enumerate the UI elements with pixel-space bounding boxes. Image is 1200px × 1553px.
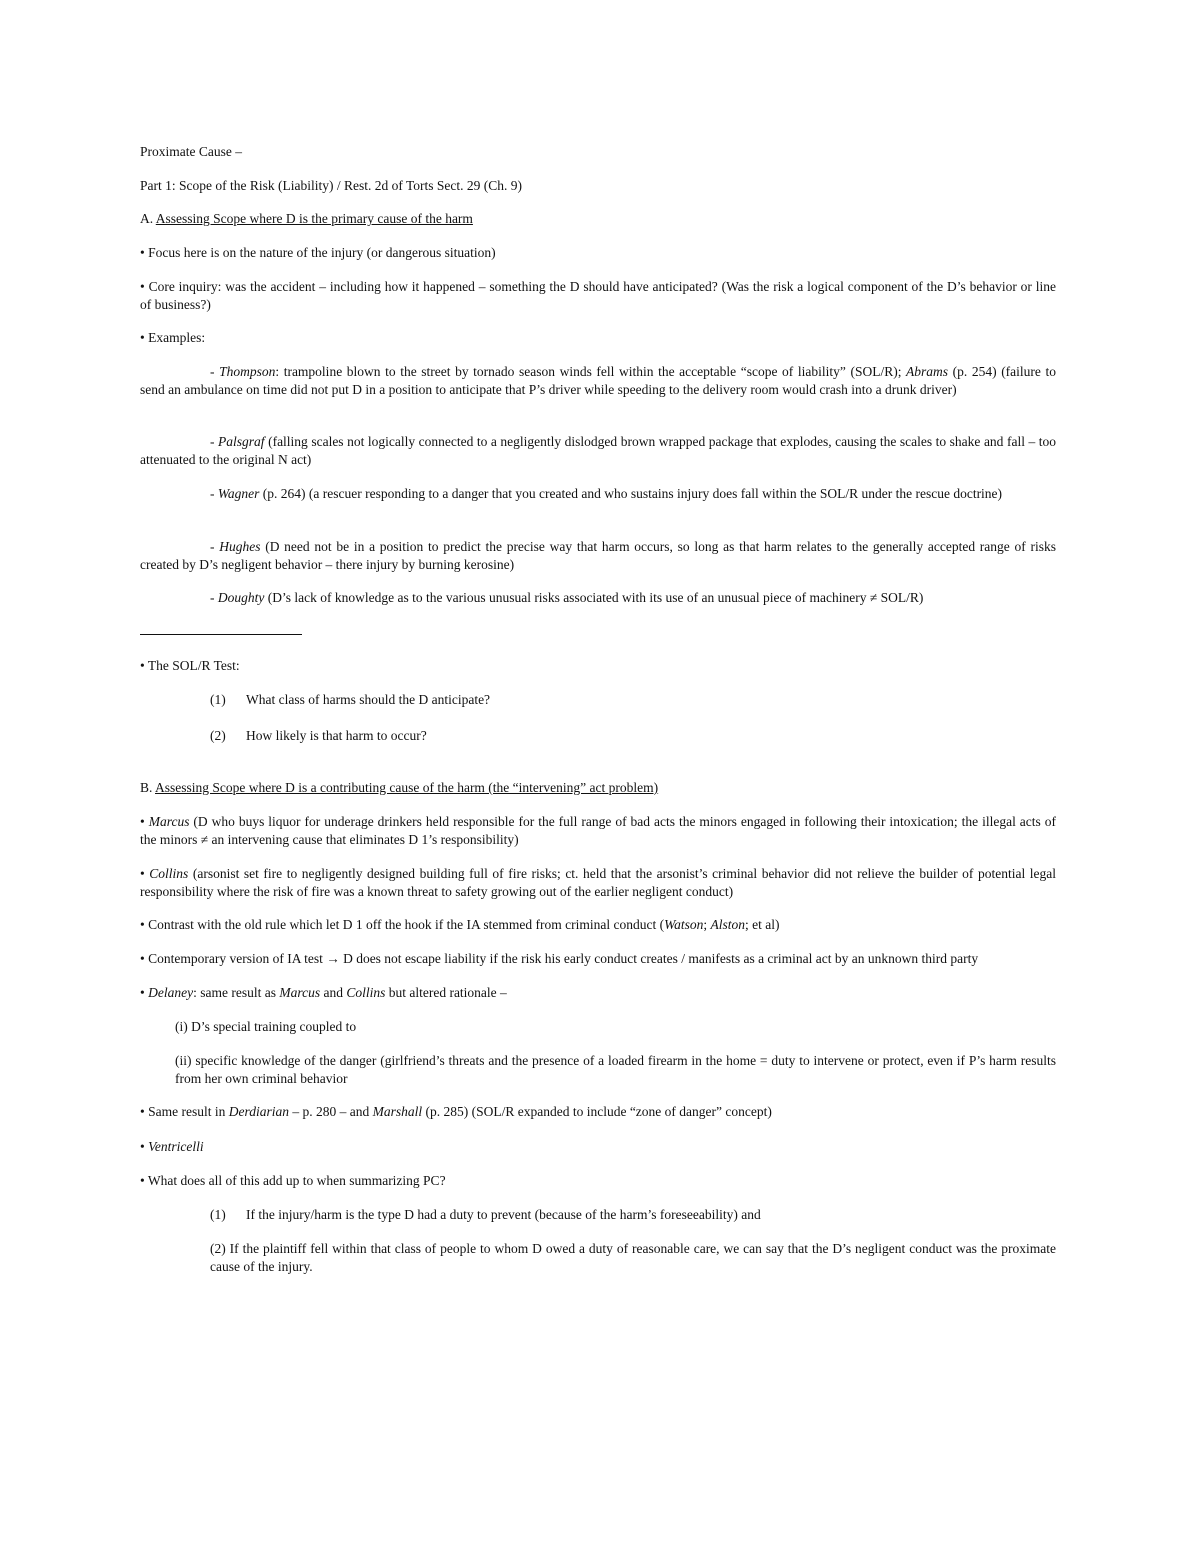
section-a-heading: [140, 210, 1056, 228]
example-thompson-text: : trampoline blown to the street by tornado season winds fell within the acceptable “scope of liability” (SOL/R);: [275, 364, 907, 379]
bullet-ventricelli: [140, 1138, 1056, 1156]
section-b-letter: B.: [140, 780, 156, 795]
bullet-contrast-end: ; et al): [745, 917, 780, 932]
bullet: •: [140, 1139, 149, 1154]
case-abrams: Abrams: [906, 364, 949, 379]
bullet: •: [140, 985, 149, 1000]
test-item-2-number: (2): [210, 728, 226, 743]
dash: -: [210, 590, 218, 605]
case-wagner: Wagner: [217, 486, 260, 501]
dash: -: [210, 364, 220, 379]
bullet-examples: • Examples:: [140, 330, 206, 345]
text: but altered rationale –: [385, 985, 507, 1000]
case-marcus-ref: Marcus: [279, 985, 321, 1000]
example-abrams-text: (p. 254) (failure to send an ambulance on time did not put D in a position to anticipate that P’s driver while speeding to the delivery room would crash into a drunk driver): [140, 364, 1057, 397]
example-wagner: [140, 485, 1056, 503]
bullet-marcus-text: (D who buys liquor for underage drinkers held responsible for the full range of bad acts the minors engaged in following their intoxication; the illegal acts of the minors ≠ an intervening cause that eliminates D 1’s responsibility): [140, 814, 1056, 847]
case-watson: Watson: [664, 917, 704, 932]
summary-item-1: [210, 1206, 1056, 1224]
bullet-marcus: [140, 813, 1056, 849]
bullet-core-inquiry: • Core inquiry: was the accident – including how it happened – something the D should have anticipated? (Was the risk a logical component of the D’s behavior or line of business?): [140, 279, 1056, 312]
case-marshall: Marshall: [372, 1104, 423, 1119]
case-doughty: Doughty: [217, 590, 265, 605]
text: • Same result in: [140, 1104, 229, 1119]
section-a-title: Assessing Scope where D is the primary cause of the harm: [155, 211, 473, 226]
bullet-solr-test: • The SOL/R Test:: [140, 658, 240, 673]
summary-item-2: (2) If the plaintiff fell within that class of people to whom D owed a duty of reasonable care, we can say that the D’s negligent conduct was the proximate cause of the injury.: [210, 1241, 1056, 1274]
bullet: •: [140, 814, 149, 829]
test-item-2: [210, 727, 1056, 745]
section-b-heading: [140, 779, 1056, 797]
part-heading: Part 1: Scope of the Risk (Liability) / Rest. 2d of Torts Sect. 29 (Ch. 9): [140, 178, 523, 193]
case-delaney: Delaney: [148, 985, 194, 1000]
example-doughty-text: (D’s lack of knowledge as to the various unusual risks associated with its use of an unusual piece of machinery ≠ SOL/R): [264, 590, 924, 605]
bullet-contemporary: • Contemporary version of IA test → D does not escape liability if the risk his early conduct creates / manifests as a criminal act by an unknown third party: [140, 951, 979, 966]
example-hughes: [140, 538, 1056, 574]
bullet-delaney: [140, 984, 1056, 1002]
bullet-collins-text: (arsonist set fire to negligently designed building full of fire risks; ct. held that the arsonist’s criminal behavior did not relieve the builder of potential legal responsibility where the risk of fire was a known threat to safety growing out of the earlier negligent conduct): [140, 866, 1056, 899]
text: – p. 280 – and: [288, 1104, 373, 1119]
delaney-item-ii: (ii) specific knowledge of the danger (girlfriend’s threats and the presence of a loaded firearm in the home = duty to intervene or protect, even if P’s harm results from her own criminal behavior: [175, 1053, 1056, 1086]
test-item-1-number: (1): [210, 692, 226, 707]
doc-title: Proximate Cause –: [140, 144, 242, 159]
example-wagner-text: (p. 264) (a rescuer responding to a danger that you created and who sustains injury does fall within the SOL/R under the rescue doctrine): [259, 486, 1003, 501]
case-alston: Alston: [710, 917, 746, 932]
summary-item-1-text: If the injury/harm is the type D had a duty to prevent (because of the harm’s foreseeability) and: [246, 1207, 761, 1222]
example-palsgraf: [140, 433, 1056, 469]
bullet-contrast-text: • Contrast with the old rule which let D 1 off the hook if the IA stemmed from criminal conduct (: [140, 917, 665, 932]
case-derdiarian: Derdiarian: [228, 1104, 289, 1119]
separator: ;: [703, 917, 711, 932]
example-palsgraf-text: (falling scales not logically connected to a negligently dislodged brown wrapped package that explodes, causing the scales to shake and fall – too attenuated to the original N act): [140, 434, 1057, 467]
text: : same result as: [193, 985, 280, 1000]
test-item-2-text: How likely is that harm to occur?: [246, 728, 427, 743]
section-b-title: Assessing Scope where D is a contributing cause of the harm (the “intervening” act problem): [155, 780, 659, 795]
example-hughes-text: (D need not be in a position to predict the precise way that harm occurs, so long as that harm relates to the generally accepted range of risks created by D’s negligent behavior – there injury by burning kerosine): [140, 539, 1056, 572]
dash: -: [210, 539, 220, 554]
dash: -: [210, 486, 218, 501]
dash: -: [210, 434, 219, 449]
case-thompson: Thompson: [219, 364, 276, 379]
bullet-contrast: [140, 916, 1056, 934]
case-ventricelli: Ventricelli: [148, 1139, 204, 1154]
horizontal-rule: [140, 634, 302, 635]
bullet-summary-question: • What does all of this add up to when summarizing PC?: [140, 1173, 446, 1188]
bullet: •: [140, 866, 150, 881]
bullet-same-result: [140, 1103, 1056, 1121]
case-collins-ref: Collins: [346, 985, 386, 1000]
test-item-1: [210, 691, 1056, 709]
case-collins: Collins: [149, 866, 189, 881]
delaney-item-i: (i) D’s special training coupled to: [175, 1019, 357, 1034]
test-item-1-text: What class of harms should the D anticipate?: [246, 692, 491, 707]
bullet-collins: [140, 865, 1056, 901]
section-a-letter: A.: [140, 211, 156, 226]
summary-item-1-number: (1): [210, 1207, 226, 1222]
example-doughty: [140, 589, 1056, 607]
case-hughes: Hughes: [219, 539, 261, 554]
example-thompson: [140, 363, 1056, 399]
text: (p. 285) (SOL/R expanded to include “zone of danger” concept): [422, 1104, 772, 1119]
case-palsgraf: Palsgraf: [218, 434, 265, 449]
case-marcus: Marcus: [148, 814, 190, 829]
bullet-focus: • Focus here is on the nature of the injury (or dangerous situation): [140, 245, 496, 260]
text: and: [320, 985, 347, 1000]
